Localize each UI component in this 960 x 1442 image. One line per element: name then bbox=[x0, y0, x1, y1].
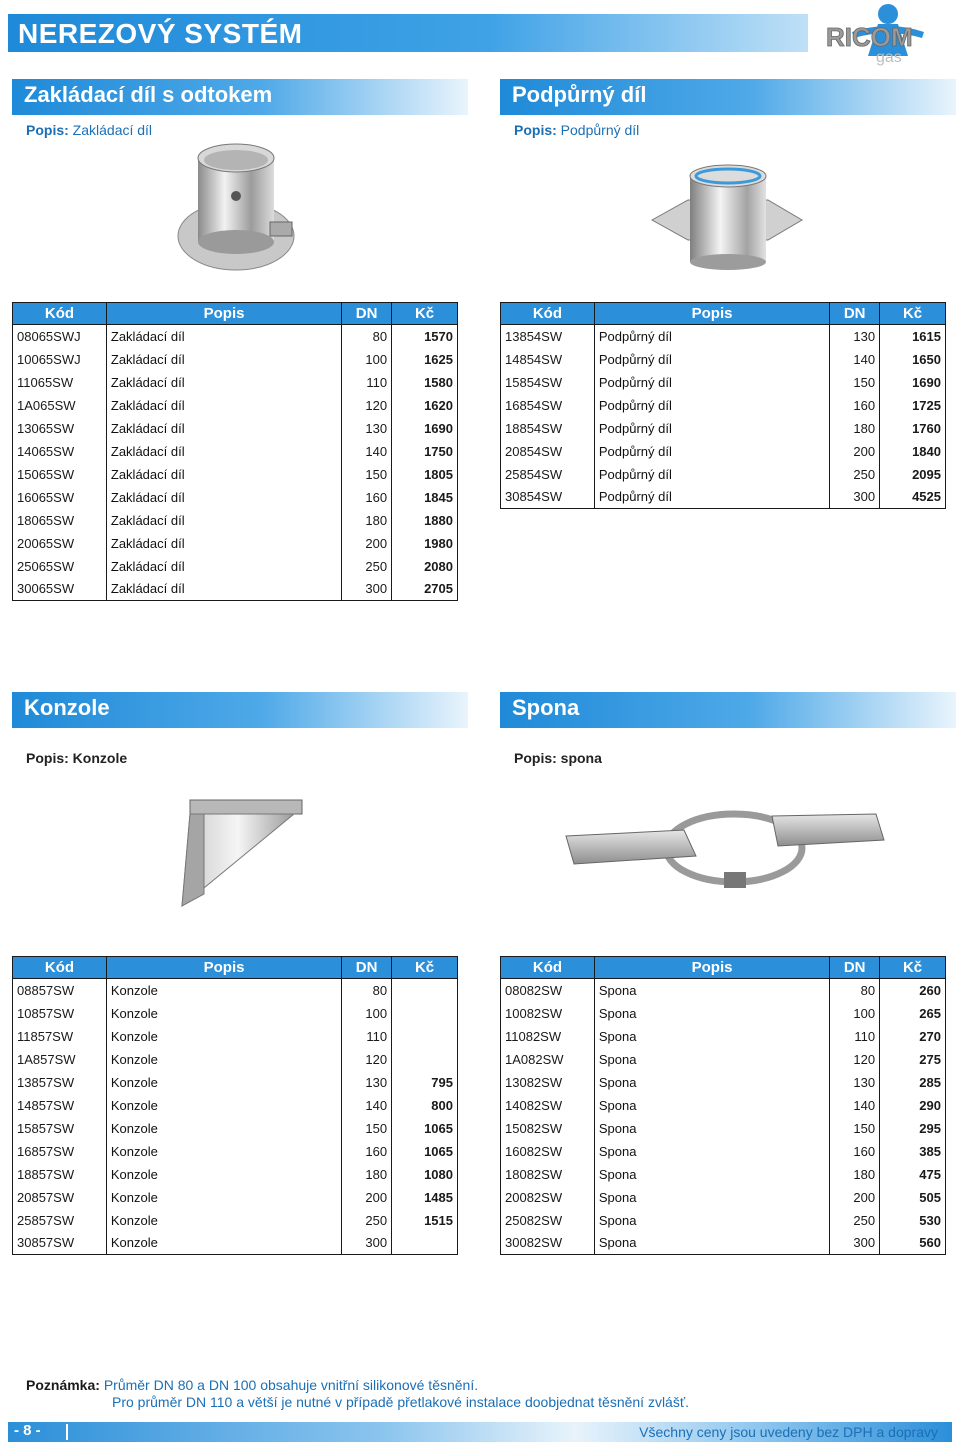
cell-kod: 10065SWJ bbox=[13, 348, 107, 371]
cell-dn: 140 bbox=[342, 440, 392, 463]
cell-kod: 1A857SW bbox=[13, 1048, 107, 1071]
cell-kc: 260 bbox=[880, 979, 946, 1002]
cell-dn: 250 bbox=[830, 1209, 880, 1232]
cell-kod: 16857SW bbox=[13, 1140, 107, 1163]
cell-dn: 180 bbox=[342, 509, 392, 532]
cell-popis: Konzole bbox=[106, 1048, 341, 1071]
cell-kc: 560 bbox=[880, 1232, 946, 1255]
cell-kod: 30082SW bbox=[501, 1232, 595, 1255]
table-row bbox=[501, 371, 946, 394]
cell-popis: Spona bbox=[594, 1232, 829, 1255]
popis-label: Popis: bbox=[514, 750, 557, 766]
popis-label: Popis: bbox=[26, 750, 69, 766]
section-spona-header bbox=[500, 692, 956, 728]
cell-popis: Zakládací díl bbox=[106, 325, 341, 348]
cell-kod: 25854SW bbox=[501, 463, 595, 486]
section-zakladaci-title: Zakládací díl s odtokem bbox=[24, 82, 273, 107]
cell-popis: Zakládací díl bbox=[106, 463, 341, 486]
cell-dn: 300 bbox=[342, 1232, 392, 1255]
cell-kc: 1750 bbox=[392, 440, 458, 463]
cell-kc: 1805 bbox=[392, 463, 458, 486]
cell-popis: Podpůrný díl bbox=[594, 486, 829, 509]
cell-kc: 1580 bbox=[392, 371, 458, 394]
cell-kc: 295 bbox=[880, 1117, 946, 1140]
cell-kc: 795 bbox=[392, 1071, 458, 1094]
cell-kc: 800 bbox=[392, 1094, 458, 1117]
cell-kod: 11065SW bbox=[13, 371, 107, 394]
cell-kc: 1615 bbox=[880, 325, 946, 348]
cell-dn: 140 bbox=[830, 348, 880, 371]
col-popis: Popis bbox=[106, 957, 341, 979]
cell-popis: Konzole bbox=[106, 1209, 341, 1232]
cell-kod: 15854SW bbox=[501, 371, 595, 394]
cell-popis: Konzole bbox=[106, 1002, 341, 1025]
section-podpurny-title: Podpůrný díl bbox=[512, 82, 647, 107]
section-zakladaci-popis bbox=[26, 122, 152, 138]
cell-popis: Zakládací díl bbox=[106, 555, 341, 578]
cell-kod: 25065SW bbox=[13, 555, 107, 578]
cell-dn: 80 bbox=[830, 979, 880, 1002]
section-konzole-title: Konzole bbox=[24, 695, 110, 720]
table-row bbox=[13, 1048, 458, 1071]
cell-popis: Konzole bbox=[106, 1163, 341, 1186]
cell-kod: 15857SW bbox=[13, 1117, 107, 1140]
cell-kc: 290 bbox=[880, 1094, 946, 1117]
cell-popis: Spona bbox=[594, 1117, 829, 1140]
cell-kod: 16854SW bbox=[501, 394, 595, 417]
cell-popis: Spona bbox=[594, 1002, 829, 1025]
table-row bbox=[13, 1163, 458, 1186]
table-row bbox=[13, 555, 458, 578]
table-row bbox=[13, 1002, 458, 1025]
table-row bbox=[13, 979, 458, 1002]
table-row bbox=[13, 1117, 458, 1140]
cell-kod: 14065SW bbox=[13, 440, 107, 463]
cell-popis: Konzole bbox=[106, 1186, 341, 1209]
cell-kod: 20857SW bbox=[13, 1186, 107, 1209]
note bbox=[26, 1377, 478, 1394]
cell-dn: 150 bbox=[830, 1117, 880, 1140]
cell-popis: Konzole bbox=[106, 979, 341, 1002]
cell-kod: 18854SW bbox=[501, 417, 595, 440]
cell-dn: 80 bbox=[342, 325, 392, 348]
table-row bbox=[501, 348, 946, 371]
col-dn: DN bbox=[342, 957, 392, 979]
table-podpurny bbox=[500, 302, 946, 509]
cell-dn: 160 bbox=[830, 394, 880, 417]
cell-dn: 130 bbox=[830, 1071, 880, 1094]
cell-kc: 1080 bbox=[392, 1163, 458, 1186]
cell-dn: 140 bbox=[342, 1094, 392, 1117]
cell-kod: 08857SW bbox=[13, 979, 107, 1002]
cell-kod: 20854SW bbox=[501, 440, 595, 463]
ricom-gas-logo bbox=[822, 2, 958, 66]
table-konzole bbox=[12, 956, 458, 1255]
table-row bbox=[501, 1209, 946, 1232]
cell-popis: Spona bbox=[594, 1025, 829, 1048]
cell-kod: 13857SW bbox=[13, 1071, 107, 1094]
note-line-1: Průměr DN 80 a DN 100 obsahuje vnitřní silikonové těsnění. bbox=[103, 1377, 479, 1393]
cell-popis: Spona bbox=[594, 1094, 829, 1117]
cell-dn: 200 bbox=[342, 532, 392, 555]
cell-kod: 20065SW bbox=[13, 532, 107, 555]
cell-popis: Spona bbox=[594, 1140, 829, 1163]
cell-popis: Podpůrný díl bbox=[594, 417, 829, 440]
col-dn: DN bbox=[830, 957, 880, 979]
table-row bbox=[13, 417, 458, 440]
cell-kod: 1A065SW bbox=[13, 394, 107, 417]
cell-kc: 530 bbox=[880, 1209, 946, 1232]
cell-popis: Podpůrný díl bbox=[594, 371, 829, 394]
cell-dn: 110 bbox=[342, 371, 392, 394]
cell-popis: Podpůrný díl bbox=[594, 440, 829, 463]
col-kc: Kč bbox=[392, 303, 458, 325]
cell-kod: 13082SW bbox=[501, 1071, 595, 1094]
footer-text: Všechny ceny jsou uvedeny bez DPH a dopravy bbox=[639, 1424, 938, 1440]
cell-popis: Zakládací díl bbox=[106, 417, 341, 440]
cell-dn: 180 bbox=[830, 417, 880, 440]
cell-kc: 1725 bbox=[880, 394, 946, 417]
cell-dn: 100 bbox=[830, 1002, 880, 1025]
popis-value: Zakládací díl bbox=[72, 122, 153, 138]
cell-kc: 1065 bbox=[392, 1117, 458, 1140]
cell-dn: 300 bbox=[830, 486, 880, 509]
table-row bbox=[13, 1071, 458, 1094]
col-kod: Kód bbox=[13, 303, 107, 325]
cell-kod: 18082SW bbox=[501, 1163, 595, 1186]
table-row bbox=[501, 486, 946, 509]
cell-dn: 120 bbox=[342, 1048, 392, 1071]
cell-kc: 275 bbox=[880, 1048, 946, 1071]
table-row bbox=[501, 1071, 946, 1094]
cell-kod: 25082SW bbox=[501, 1209, 595, 1232]
svg-text:RICOM: RICOM bbox=[826, 22, 913, 52]
cell-dn: 80 bbox=[342, 979, 392, 1002]
popis-value: spona bbox=[560, 750, 602, 766]
cell-popis: Spona bbox=[594, 1071, 829, 1094]
cell-popis: Konzole bbox=[106, 1025, 341, 1048]
table-row bbox=[501, 463, 946, 486]
table-row bbox=[13, 1232, 458, 1255]
table-row bbox=[501, 394, 946, 417]
cell-dn: 130 bbox=[342, 417, 392, 440]
cell-kod: 18857SW bbox=[13, 1163, 107, 1186]
table-row bbox=[501, 1048, 946, 1071]
table-row bbox=[501, 1094, 946, 1117]
cell-dn: 110 bbox=[830, 1025, 880, 1048]
cell-dn: 300 bbox=[342, 578, 392, 601]
table-row bbox=[501, 979, 946, 1002]
cell-kod: 13854SW bbox=[501, 325, 595, 348]
cell-dn: 140 bbox=[830, 1094, 880, 1117]
section-zakladaci-header bbox=[12, 79, 468, 115]
cell-popis: Spona bbox=[594, 1186, 829, 1209]
cell-dn: 200 bbox=[830, 440, 880, 463]
cell-kod: 14082SW bbox=[501, 1094, 595, 1117]
cell-kod: 14857SW bbox=[13, 1094, 107, 1117]
table-row bbox=[13, 509, 458, 532]
col-popis: Popis bbox=[106, 303, 341, 325]
cell-kc: 2705 bbox=[392, 578, 458, 601]
cell-popis: Konzole bbox=[106, 1094, 341, 1117]
table-row bbox=[501, 1232, 946, 1255]
cell-dn: 250 bbox=[342, 1209, 392, 1232]
cell-dn: 200 bbox=[342, 1186, 392, 1209]
cell-dn: 150 bbox=[342, 463, 392, 486]
cell-popis: Podpůrný díl bbox=[594, 325, 829, 348]
cell-popis: Zakládací díl bbox=[106, 371, 341, 394]
section-konzole-header bbox=[12, 692, 468, 728]
cell-kod: 25857SW bbox=[13, 1209, 107, 1232]
cell-kc: 505 bbox=[880, 1186, 946, 1209]
cell-kod: 10082SW bbox=[501, 1002, 595, 1025]
section-podpurny-header bbox=[500, 79, 956, 115]
cell-dn: 100 bbox=[342, 348, 392, 371]
col-kod: Kód bbox=[501, 303, 595, 325]
table-row bbox=[13, 1186, 458, 1209]
table-row bbox=[13, 1025, 458, 1048]
cell-kod: 20082SW bbox=[501, 1186, 595, 1209]
table-row bbox=[501, 1140, 946, 1163]
table-row bbox=[13, 578, 458, 601]
header-bar bbox=[8, 14, 808, 52]
cell-kc: 1690 bbox=[392, 417, 458, 440]
cell-popis: Konzole bbox=[106, 1232, 341, 1255]
cell-kod: 1A082SW bbox=[501, 1048, 595, 1071]
cell-kc: 2080 bbox=[392, 555, 458, 578]
cell-dn: 150 bbox=[830, 371, 880, 394]
cell-dn: 160 bbox=[342, 486, 392, 509]
cell-kod: 10857SW bbox=[13, 1002, 107, 1025]
cell-kod: 16082SW bbox=[501, 1140, 595, 1163]
cell-kc bbox=[392, 1002, 458, 1025]
cell-kod: 18065SW bbox=[13, 509, 107, 532]
cell-popis: Zakládací díl bbox=[106, 440, 341, 463]
cell-kc: 1570 bbox=[392, 325, 458, 348]
cell-popis: Zakládací díl bbox=[106, 348, 341, 371]
cell-kc: 1690 bbox=[880, 371, 946, 394]
col-dn: DN bbox=[830, 303, 880, 325]
table-zakladaci bbox=[12, 302, 458, 601]
table-row bbox=[501, 325, 946, 348]
cell-dn: 110 bbox=[342, 1025, 392, 1048]
table-row bbox=[13, 1209, 458, 1232]
table-row bbox=[501, 1186, 946, 1209]
cell-popis: Konzole bbox=[106, 1117, 341, 1140]
col-kc: Kč bbox=[880, 957, 946, 979]
cell-popis: Podpůrný díl bbox=[594, 463, 829, 486]
cell-dn: 200 bbox=[830, 1186, 880, 1209]
table-row bbox=[13, 371, 458, 394]
popis-value: Konzole bbox=[72, 750, 128, 766]
cell-kc: 1625 bbox=[392, 348, 458, 371]
cell-popis: Zakládací díl bbox=[106, 509, 341, 532]
note-line-2: Pro průměr DN 110 a větší je nutné v případě přetlakové instalace doobjednat těsnění zvlášť. bbox=[112, 1394, 689, 1410]
cell-dn: 100 bbox=[342, 1002, 392, 1025]
cell-kc: 1760 bbox=[880, 417, 946, 440]
cell-popis: Spona bbox=[594, 1048, 829, 1071]
table-spona bbox=[500, 956, 946, 1255]
table-row bbox=[501, 1025, 946, 1048]
col-popis: Popis bbox=[594, 303, 829, 325]
cell-dn: 180 bbox=[830, 1163, 880, 1186]
popis-value: Podpůrný díl bbox=[560, 122, 640, 138]
cell-kc: 385 bbox=[880, 1140, 946, 1163]
cell-kc: 1980 bbox=[392, 532, 458, 555]
cell-kc bbox=[392, 1232, 458, 1255]
cell-kod: 15082SW bbox=[501, 1117, 595, 1140]
cell-kod: 16065SW bbox=[13, 486, 107, 509]
table-row bbox=[501, 440, 946, 463]
table-row bbox=[501, 1002, 946, 1025]
cell-kc: 1840 bbox=[880, 440, 946, 463]
cell-kc bbox=[392, 1048, 458, 1071]
cell-popis: Zakládací díl bbox=[106, 486, 341, 509]
cell-dn: 160 bbox=[342, 1140, 392, 1163]
cell-popis: Zakládací díl bbox=[106, 578, 341, 601]
cell-popis: Podpůrný díl bbox=[594, 348, 829, 371]
spona-photo bbox=[564, 806, 886, 896]
cell-dn: 120 bbox=[342, 394, 392, 417]
konzole-photo bbox=[174, 798, 304, 912]
table-row bbox=[13, 1140, 458, 1163]
table-row bbox=[13, 348, 458, 371]
cell-kc: 1485 bbox=[392, 1186, 458, 1209]
section-podpurny-popis bbox=[514, 122, 639, 138]
cell-popis: Spona bbox=[594, 1209, 829, 1232]
cell-kc: 1650 bbox=[880, 348, 946, 371]
cell-kc bbox=[392, 979, 458, 1002]
col-kod: Kód bbox=[501, 957, 595, 979]
cell-kod: 14854SW bbox=[501, 348, 595, 371]
cell-kc: 270 bbox=[880, 1025, 946, 1048]
cell-kod: 13065SW bbox=[13, 417, 107, 440]
cell-dn: 180 bbox=[342, 1163, 392, 1186]
table-row bbox=[501, 1117, 946, 1140]
cell-popis: Zakládací díl bbox=[106, 532, 341, 555]
section-spona-title: Spona bbox=[512, 695, 580, 720]
table-row bbox=[13, 394, 458, 417]
col-kc: Kč bbox=[392, 957, 458, 979]
cell-kod: 30854SW bbox=[501, 486, 595, 509]
cell-dn: 120 bbox=[830, 1048, 880, 1071]
col-kc: Kč bbox=[880, 303, 946, 325]
table-row bbox=[13, 463, 458, 486]
cell-kc: 1620 bbox=[392, 394, 458, 417]
table-row bbox=[501, 417, 946, 440]
page-number: - 8 - bbox=[14, 1422, 41, 1439]
cell-kod: 15065SW bbox=[13, 463, 107, 486]
table-row bbox=[13, 486, 458, 509]
col-kod: Kód bbox=[13, 957, 107, 979]
cell-dn: 150 bbox=[342, 1117, 392, 1140]
cell-kod: 11857SW bbox=[13, 1025, 107, 1048]
cell-dn: 130 bbox=[342, 1071, 392, 1094]
svg-text:gas: gas bbox=[876, 49, 902, 66]
cell-kc: 1065 bbox=[392, 1140, 458, 1163]
table-row bbox=[13, 325, 458, 348]
cell-kc: 285 bbox=[880, 1071, 946, 1094]
cell-kc bbox=[392, 1025, 458, 1048]
note-label: Poznámka: bbox=[26, 1377, 100, 1393]
cell-kc: 2095 bbox=[880, 463, 946, 486]
cell-dn: 250 bbox=[830, 463, 880, 486]
table-row bbox=[13, 440, 458, 463]
cell-kc: 1515 bbox=[392, 1209, 458, 1232]
table-row bbox=[13, 532, 458, 555]
popis-label: Popis: bbox=[514, 122, 557, 138]
cell-popis: Konzole bbox=[106, 1140, 341, 1163]
cell-popis: Podpůrný díl bbox=[594, 394, 829, 417]
cell-dn: 300 bbox=[830, 1232, 880, 1255]
zakladaci-dil-photo bbox=[176, 138, 298, 272]
col-dn: DN bbox=[342, 303, 392, 325]
section-konzole-popis bbox=[26, 750, 127, 766]
cell-popis: Spona bbox=[594, 1163, 829, 1186]
cell-dn: 160 bbox=[830, 1140, 880, 1163]
page-separator bbox=[66, 1424, 68, 1440]
cell-kod: 08082SW bbox=[501, 979, 595, 1002]
page-title: NEREZOVÝ SYSTÉM bbox=[18, 18, 303, 49]
cell-kc: 1845 bbox=[392, 486, 458, 509]
cell-popis: Zakládací díl bbox=[106, 394, 341, 417]
cell-kod: 30857SW bbox=[13, 1232, 107, 1255]
cell-dn: 130 bbox=[830, 325, 880, 348]
cell-dn: 250 bbox=[342, 555, 392, 578]
cell-kc: 4525 bbox=[880, 486, 946, 509]
col-popis: Popis bbox=[594, 957, 829, 979]
cell-kc: 265 bbox=[880, 1002, 946, 1025]
cell-kod: 08065SWJ bbox=[13, 325, 107, 348]
cell-kod: 30065SW bbox=[13, 578, 107, 601]
table-row bbox=[13, 1094, 458, 1117]
cell-popis: Spona bbox=[594, 979, 829, 1002]
cell-popis: Konzole bbox=[106, 1071, 341, 1094]
cell-kc: 1880 bbox=[392, 509, 458, 532]
podpurny-dil-photo bbox=[648, 160, 806, 272]
table-row bbox=[501, 1163, 946, 1186]
popis-label: Popis: bbox=[26, 122, 69, 138]
cell-kod: 11082SW bbox=[501, 1025, 595, 1048]
section-spona-popis bbox=[514, 750, 602, 766]
cell-kc: 475 bbox=[880, 1163, 946, 1186]
